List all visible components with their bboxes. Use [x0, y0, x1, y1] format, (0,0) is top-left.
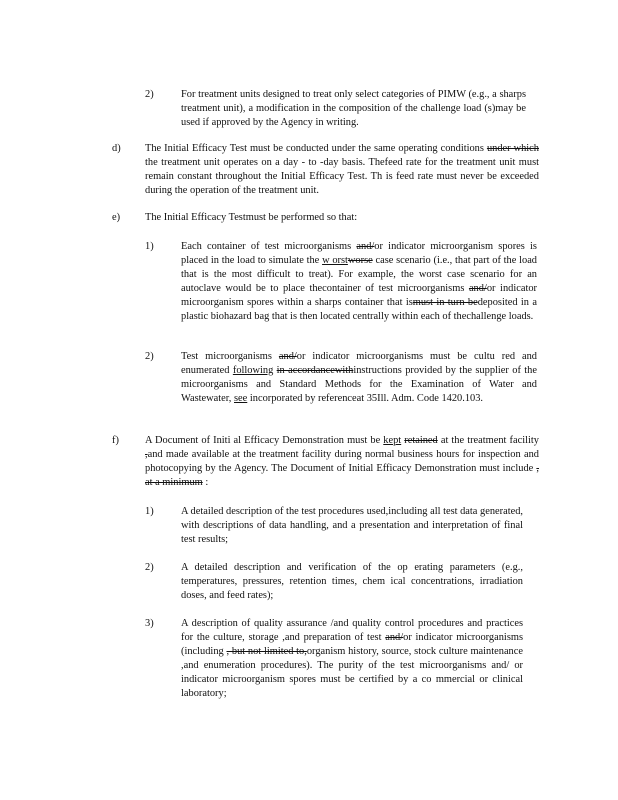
- section-label: e): [112, 212, 121, 223]
- section-f-item-1-text: A detailed description of the test procedures used,including all test data generated, with descriptions of data handling, and a presentation and interpretation of final test results;: [181, 506, 523, 545]
- text-run: Each container of test microorganisms: [181, 241, 352, 252]
- item-label: 2): [145, 562, 154, 573]
- text-run: at the treatment facility: [440, 435, 539, 446]
- text-run: or indicator microorganism spores within a sharps container that is: [181, 283, 537, 308]
- item-label: 2): [145, 89, 154, 100]
- section-e-intro: The Initial Efficacy Testmust be performed so that:: [145, 212, 358, 223]
- inserted-text: kept: [383, 435, 402, 446]
- text-run: The Initial Efficacy Test must be conducted under the same operating conditions: [145, 143, 484, 154]
- deleted-text: ,: [145, 449, 148, 460]
- inserted-text: following: [232, 365, 274, 376]
- inserted-text: w orst: [322, 255, 348, 266]
- item-label: 1): [145, 506, 154, 517]
- deleted-text: under which: [486, 143, 539, 154]
- deleted-text: must in turn be: [412, 297, 478, 308]
- text-run: incorporated by referenceat 35Ill. Adm. Code 1420.103.: [249, 393, 484, 404]
- deleted-text: and/: [278, 351, 297, 362]
- deleted-text: retained: [404, 435, 438, 446]
- text-run: A description of quality assurance /and quality control procedures and practices for the culture, storage ,and preparation of test: [181, 618, 523, 643]
- section-f-item-3-text: [181, 617, 523, 701]
- text-run: :: [205, 477, 209, 488]
- text-run: and made available at the treatment facility during normal business hours for inspection and photocopying by the Agency. The Document of Initial Efficacy Demonstration must include: [145, 449, 539, 474]
- deleted-text: worse: [347, 255, 373, 266]
- deleted-text: and/: [356, 241, 375, 252]
- text-run: the treatment unit operates on a day - to -day basis. Thefeed rate for the treatment unit must remain constant throughout the Initial Efficacy Test. Th is feed rate must never be exceeded during the operation of the treatment unit.: [145, 157, 539, 196]
- item-label: 2): [145, 351, 154, 362]
- text-run: deposited in a plastic biohazard bag that is then located centrally within each of thechallenge loads.: [181, 297, 537, 322]
- text-run: or indicator microorganisms must be cultu red and enumerated: [181, 351, 537, 376]
- text-run: case scenario (i.e., that part of the load that is the most difficult to treat). For example, the worst case scenario for an autoclave would be to place thecontainer of test microorganisms: [181, 255, 537, 294]
- section-f-item-2-text: A detailed description and verification of the op erating parameters (e.g., temperatures, pressures, retention times, chem ical concentrations, irradiation doses, and feed rates);: [181, 562, 523, 601]
- text-run: instructions provided by the supplier of the microorganisms and Standard Methods for the Examination of Water and Wastewater,: [181, 365, 537, 404]
- item-text: For treatment units designed to treat only select categories of PIMW (e.g., a sharps treatment unit), a modification in the composition of the challenge load (s)may be used if approved by the Agency in writing.: [181, 89, 526, 128]
- text-run: Test microorganisms: [181, 351, 272, 362]
- text-run: A Document of Initi al Efficacy Demonstration must be: [145, 435, 381, 446]
- item-label: 3): [145, 618, 154, 629]
- item-label: 1): [145, 241, 154, 252]
- text-run: organism history, source, stock culture maintenance ,and enumeration procedures). The purity of the test microorganisms and/ or indicator microorganism spores must be certified by a co mmercial or clinical laboratory;: [181, 646, 523, 699]
- inserted-text: see: [234, 393, 248, 404]
- section-f-paragraph: [145, 434, 539, 490]
- text-run: or indicator microorganisms (including: [181, 632, 523, 657]
- section-label: d): [112, 143, 121, 154]
- deleted-text: , but not limited to,: [226, 646, 307, 657]
- section-e-item-1-text: [181, 240, 537, 324]
- deleted-text: and/: [468, 283, 487, 294]
- deleted-text: in accordancewith: [276, 365, 354, 376]
- deleted-text: and/: [385, 632, 404, 643]
- section-e-item-2-text: [181, 350, 537, 406]
- section-label: f): [112, 435, 119, 446]
- deleted-text: , at a minimum: [145, 463, 539, 488]
- text-run: or indicator microorganism spores is placed in the load to simulate the: [181, 241, 537, 266]
- section-d-paragraph: [145, 142, 539, 198]
